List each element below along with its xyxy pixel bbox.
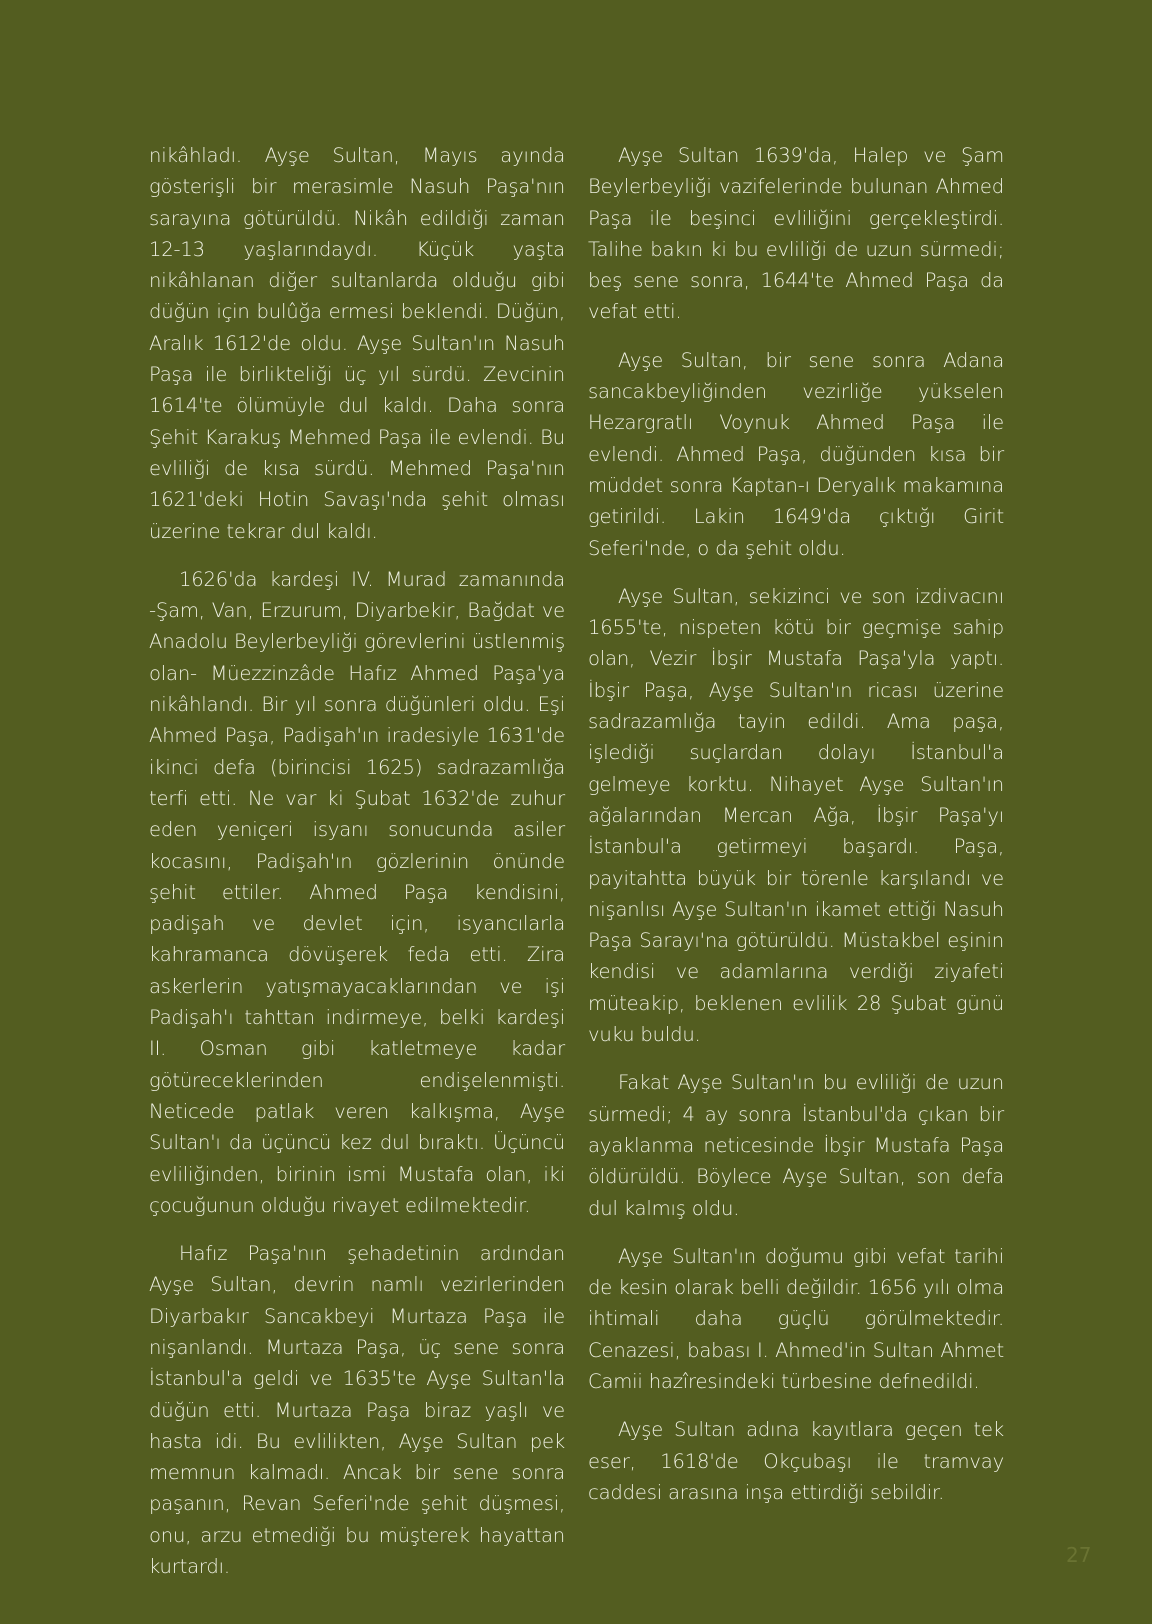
left-text-column (149, 140, 565, 1599)
paragraph: Ayşe Sultan 1639'da, Halep ve Şam Beylerbeyliği vazifelerinde bulunan Ahmed Paşa ile beşinci evliliğini gerçekleştirdi. Talihe bakın ki bu evliliği de uzun sürmedi; beş sene sonra, 1644'te Ahmed Paşa da vefat etti. (588, 144, 1004, 324)
paragraph: Hafız Paşa'nın şehadetinin ardından Ayşe Sultan, devrin namlı vezirlerinden Diyarbakır Sancakbeyi Murtaza Paşa ile nişanlandı. Murtaza Paşa, üç sene sonra İstanbul'a geldi ve 1635'te Ayşe Sultan'la düğün etti. Murtaza Paşa biraz yaşlı ve hasta idi. Bu evlilikten, Ayşe Sultan pek memnun kalmadı. Ancak bir sene sonra paşanın, Revan Seferi'nde şehit düşmesi, onu, arzu etmediği bu müşterek hayattan kurtardı. (149, 1242, 565, 1579)
page-number: 27 (1066, 1543, 1092, 1567)
paragraph: Ayşe Sultan adına kayıtlara geçen tek eser, 1618'de Okçubaşı ile tramvay caddesi arasına inşa ettirdiği sebildir. (588, 1418, 1004, 1504)
paragraph: 1626'da kardeşi IV. Murad zamanında -Şam, Van, Erzurum, Diyarbekir, Bağdat ve Anadolu Beylerbeyliği görevlerini üstlenmiş olan- Müezzinzâde Hafız Ahmed Paşa'ya nikâhlandı. Bir yıl sonra düğünleri oldu. Eşi Ahmed Paşa, Padişah'ın iradesiyle 1631'de ikinci defa (birincisi 1625) sadrazamlığa terfi etti. Ne var ki Şubat 1632'de zuhur eden yeniçeri isyanı sonucunda asiler kocasını, Padişah'ın gözlerinin önünde şehit ettiler. Ahmed Paşa kendisini, padişah ve devlet için, isyancılarla kahramanca dövüşerek feda etti. Zira askerlerin yatışmayacaklarından ve işi Padişah'ı tahttan indirmeye, belki kardeşi II. Osman gibi katletmeye kadar götüreceklerinden endişelenmişti. Neticede patlak veren kalkışma, Ayşe Sultan'ı da üçüncü kez dul bıraktı. Üçüncü evliliğinden, birinin ismi Mustafa olan, iki çocuğunun olduğu rivayet edilmektedir. (149, 567, 565, 1217)
paragraph: nikâhladı. Ayşe Sultan, Mayıs ayında gösterişli bir merasimle Nasuh Paşa'nın sarayına götürüldü. Nikâh edildiği zaman 12-13 yaşlarındaydı. Küçük yaşta nikâhlanan diğer sultanlarda olduğu gibi düğün için bulûğa ermesi beklendi. Düğün, Aralık 1612'de oldu. Ayşe Sultan'ın Nasuh Paşa ile birlikteliği üç yıl sürdü. Zevcinin 1614'te ölümüyle dul kaldı. Daha sonra Şehit Karakuş Mehmed Paşa ile evlendi. Bu evliliği de kısa sürdü. Mehmed Paşa'nın 1621'deki Hotin Savaşı'nda şehit olması üzerine tekrar dul kaldı. (149, 144, 565, 543)
paragraph: Ayşe Sultan, bir sene sonra Adana sancakbeyliğinden vezirliğe yükselen Hezargratlı Voynuk Ahmed Paşa ile evlendi. Ahmed Paşa, düğünden kısa bir müddet sonra Kaptan-ı Deryalık makamına getirildi. Lakin 1649'da çıktığı Girit Seferi'nde, o da şehit oldu. (588, 348, 1004, 560)
paragraph: Ayşe Sultan'ın doğumu gibi vefat tarihi de kesin olarak belli değildir. 1656 yılı olma ihtimali daha güçlü görülmektedir. Cenazesi, babası I. Ahmed'in Sultan Ahmet Camii hazîresindeki türbesine defnedildi. (588, 1244, 1004, 1393)
paragraph: Ayşe Sultan, sekizinci ve son izdivacını 1655'te, nispeten kötü bir geçmişe sahip olan, Vezir İbşir Mustafa Paşa'yla yaptı. İbşir Paşa, Ayşe Sultan'ın ricası üzerine sadrazamlığa tayin edildi. Ama paşa, işlediği suçlardan dolayı İstanbul'a gelmeye korktu. Nihayet Ayşe Sultan'ın ağalarından Mercan Ağa, İbşir Paşa'yı İstanbul'a getirmeyi başardı. Paşa, payitahtta büyük bir törenle karşılandı ve nişanlısı Ayşe Sultan'ın ikamet ettiği Nasuh Paşa Sarayı'na götürüldü. Müstakbel eşinin kendisi ve adamlarına verdiği ziyafeti müteakip, beklenen evlilik 28 Şubat günü vuku buldu. (588, 584, 1004, 1047)
paragraph: Fakat Ayşe Sultan'ın bu evliliği de uzun sürmedi; 4 ay sonra İstanbul'da çıkan bir ayaklanma neticesinde İbşir Mustafa Paşa öldürüldü. Böylece Ayşe Sultan, son defa dul kalmış oldu. (588, 1071, 1004, 1220)
right-text-column (588, 140, 1004, 1525)
